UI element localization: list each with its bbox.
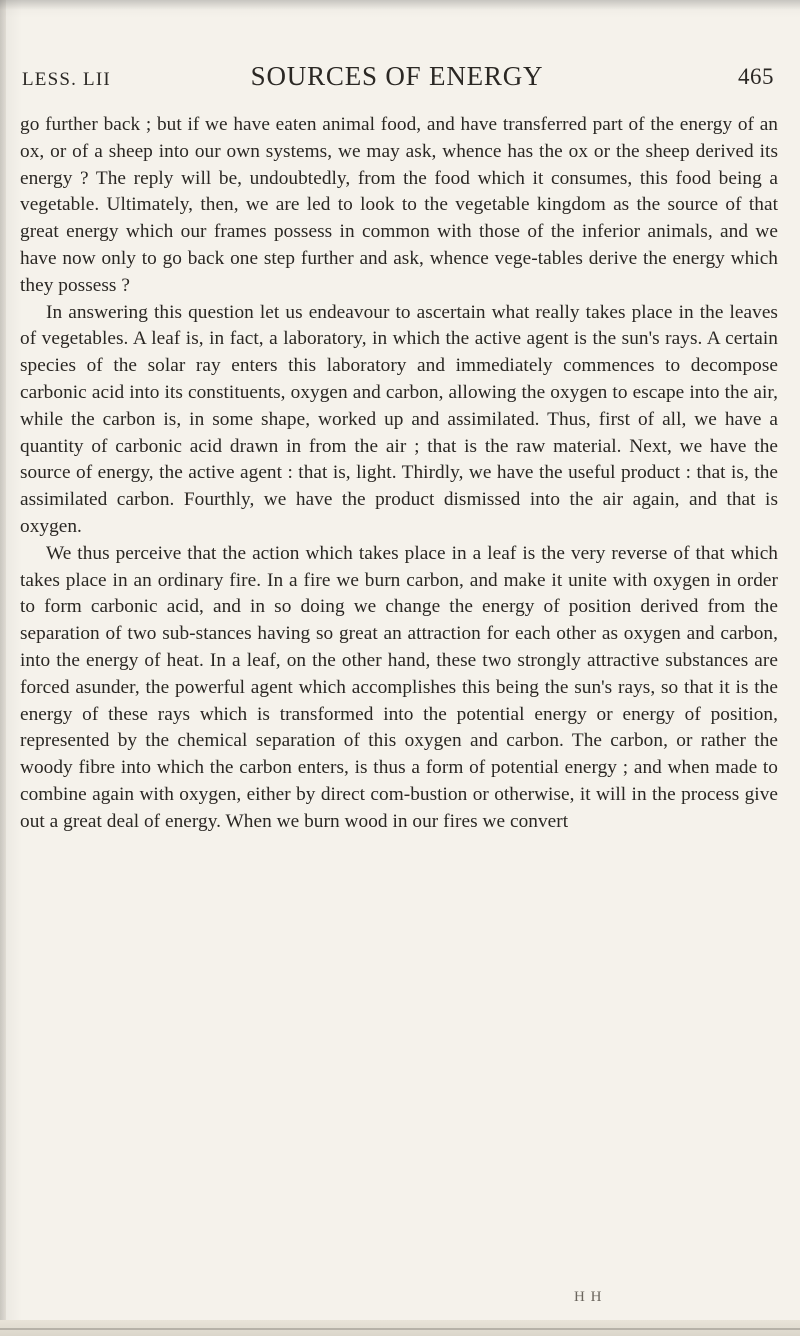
paragraph-2: In answering this question let us endeavour to ascertain what really takes place in the leaves of vegetables. A leaf is, in fact, a laboratory, in which the active agent is the sun's rays. A certain species of the solar ray enters this laboratory and immediately commences to decompose carbonic acid into its constituents, oxygen and carbon, allowing the oxygen to escape into the air, while the carbon is, in some shape, worked up and assimilated. Thus, first of all, we have a quantity of carbonic acid drawn in from the air ; that is the raw material. Next, we have the source of energy, the active agent : that is, light. Thirdly, we have the useful product : that is, the assimilated carbon. Fourthly, we have the product dismissed into the air again, and that is oxygen. [20,301,778,537]
paragraph-3: We thus perceive that the action which takes place in a leaf is the very reverse of that which takes place in an ordinary fire. In a fire we burn carbon, and make it unite with oxygen in order to form carbonic acid, and in so doing we change the energy of position derived from the separation of two sub-stances having so great an attraction for each other as oxygen and carbon, into the energy of heat. In a leaf, on the other hand, these two strongly attractive substances are forced asunder, the powerful agent which accomplishes this being the sun's rays, so that it is the energy of these rays which is transformed into the potential energy or energy of position, represented by the chemical separation of this oxygen and carbon. The carbon, or rather the woody fibre into which the carbon enters, is thus a form of potential energy ; and when made to combine again with oxygen, either by direct com-bustion or otherwise, it will in the process give out a great deal of energy. When we burn wood in our fires we convert [20,542,778,832]
lesson-label: LESS. LII [22,69,111,90]
top-shadow [0,0,800,10]
page-title: SOURCES OF ENERGY [250,61,544,91]
page-number: 465 [738,64,774,89]
bottom-rule-line [0,1328,800,1330]
paragraph-1: go further back ; but if we have eaten animal food, and have transferred part of the energy of an ox, or of a sheep into our own systems, we may ask, whence has the ox or the sheep derived its energy ? The reply will be, undoubtedly, from the food which it consumes, this food being a vegetable. Ultimately, then, we are led to look to the vegetable kingdom as the source of that great energy which our frames possess in common with those of the inferior animals, and we have now only to go back one step further and ask, whence vege-tables derive the energy which they possess ? [20,114,778,296]
running-head [22,61,774,97]
left-page-edge [0,0,6,1336]
body-text [20,112,778,836]
signature-mark: H H [574,1289,603,1305]
